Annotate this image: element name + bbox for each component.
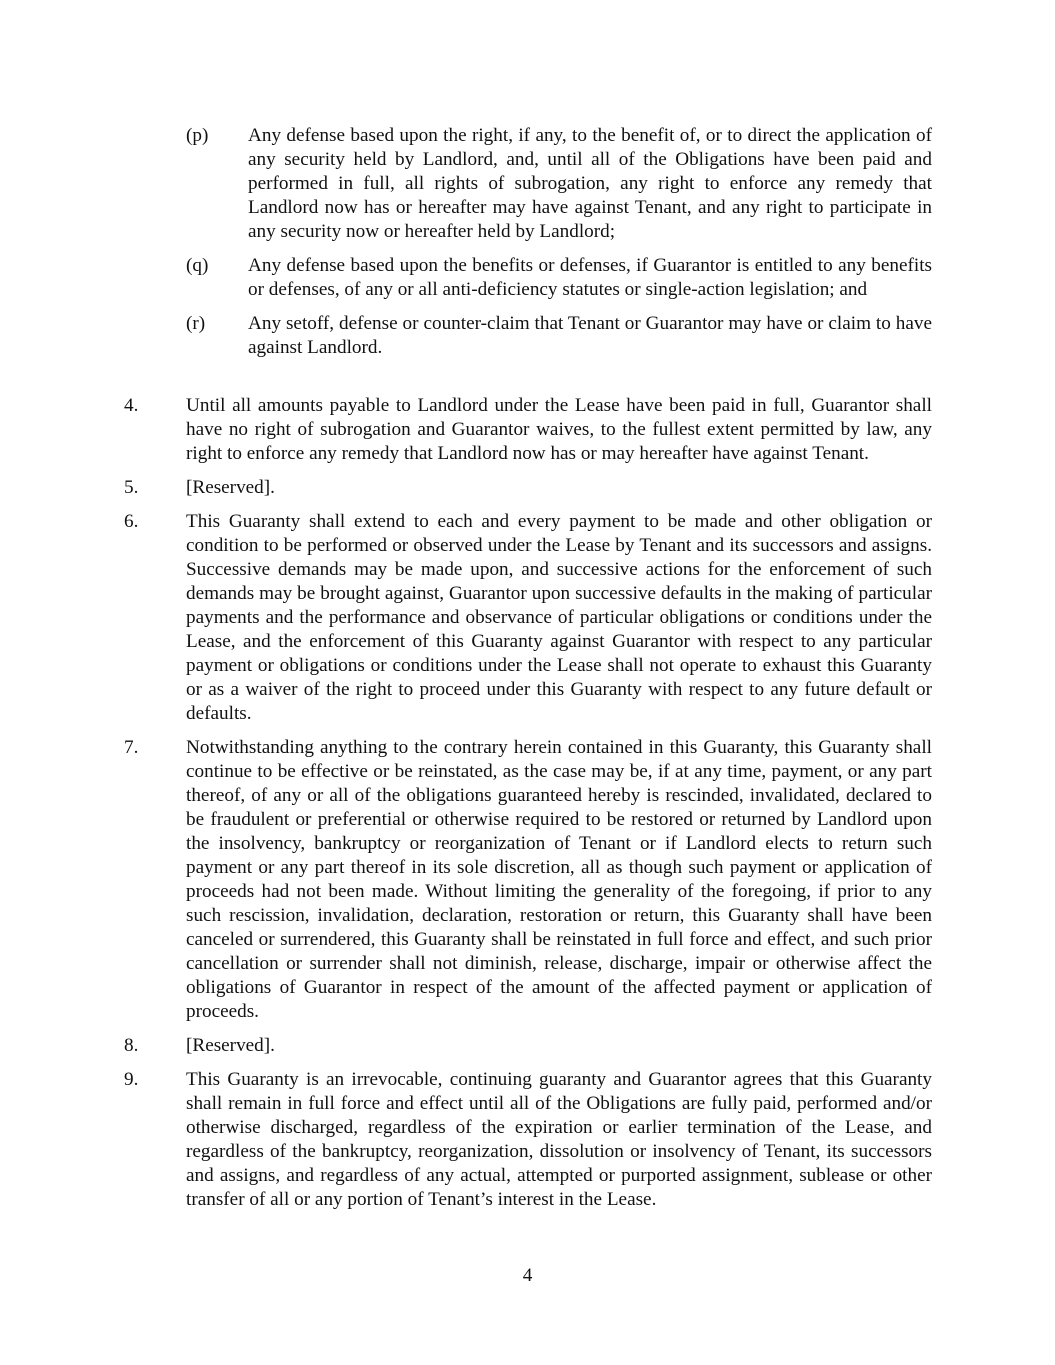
section-number: 8. — [124, 1035, 139, 1056]
section-5 — [124, 476, 932, 500]
sub-clause-text: Any defense based upon the right, if any, to the benefit of, or to direct the application of any security held by Landlord, and, until all of the Obligations have been paid and performed in full, all rights of subrogation, any right to enforce any remedy that Landlord now has or hereafter may have against Tenant, and any right to participate in any security now or hereafter held by Landlord; — [248, 125, 932, 242]
sub-clause-label: (r) — [186, 313, 206, 334]
section-number: 5. — [124, 477, 139, 498]
section-number: 7. — [124, 737, 139, 758]
section-list — [124, 394, 932, 1222]
sub-clause-r — [186, 312, 932, 360]
section-number: 4. — [124, 395, 139, 416]
section-number: 6. — [124, 511, 139, 532]
page-number: 4 — [522, 1265, 533, 1286]
section-text: This Guaranty shall extend to each and every payment to be made and other obligation or condition to be performed or observed under the Lease by Tenant and its successors and assigns. Successive demands may be made upon, and successive actions for the enforcement of such demands may be brought against, Guarantor upon successive defaults in the making of particular payments and the performance and observance of particular obligations or conditions under the Lease, and the enforcement of this Guaranty against Guarantor with respect to any particular payment or obligations or conditions under the Lease shall not operate to exhaust this Guaranty or as a waiver of the right to proceed under this Guaranty with respect to any future default or defaults. — [186, 511, 932, 724]
sub-clause-text: Any defense based upon the benefits or defenses, if Guarantor is entitled to any benefits or defenses, of any or all anti-deficiency statutes or single-action legislation; and — [248, 255, 932, 300]
section-number: 9. — [124, 1069, 139, 1090]
section-6 — [124, 510, 932, 726]
sub-clause-label: (p) — [186, 125, 209, 146]
sub-clause-q — [186, 254, 932, 302]
section-9 — [124, 1068, 932, 1212]
section-text: Until all amounts payable to Landlord under the Lease have been paid in full, Guarantor shall have no right of subrogation and Guarantor waives, to the fullest extent permitted by law, any right to enforce any remedy that Landlord now has or may hereafter have against Tenant. — [186, 395, 932, 464]
section-text: [Reserved]. — [186, 477, 275, 498]
section-7 — [124, 736, 932, 1024]
section-8 — [124, 1034, 932, 1058]
sub-clause-p — [186, 124, 932, 244]
section-4 — [124, 394, 932, 466]
section-text: [Reserved]. — [186, 1035, 275, 1056]
sub-clause-text: Any setoff, defense or counter-claim that Tenant or Guarantor may have or claim to have against Landlord. — [248, 313, 932, 358]
sub-clause-label: (q) — [186, 255, 209, 276]
section-text: Notwithstanding anything to the contrary herein contained in this Guaranty, this Guaranty shall continue to be effective or be reinstated, as the case may be, if at any time, payment, or any part thereof, of any or all of the obligations guaranteed hereby is rescinded, invalidated, declared to be fraudulent or preferential or otherwise required to be restored or returned by Landlord upon the insolvency, bankruptcy or reorganization of Tenant or if Landlord elects to return such payment or any part thereof in its sole discretion, all as though such payment or application of proceeds had not been made. Without limiting the generality of the foregoing, if prior to any such rescission, invalidation, declaration, restoration or return, this Guaranty shall have been canceled or surrendered, this Guaranty shall be reinstated in full force and effect, and such prior cancellation or surrender shall not diminish, release, discharge, impair or otherwise affect the obligations of Guarantor in respect of the amount of the affected payment or application of proceeds. — [186, 737, 932, 1022]
section-text: This Guaranty is an irrevocable, continuing guaranty and Guarantor agrees that this Guaranty shall remain in full force and effect until all of the Obligations are fully paid, performed and/or otherwise discharged, regardless of the expiration or earlier termination of the Lease, and regardless of the bankruptcy, reorganization, dissolution or insolvency of Tenant, its successors and assigns, and regardless of any actual, attempted or purported assignment, sublease or other transfer of all or any portion of Tenant’s interest in the Lease. — [186, 1069, 932, 1210]
sub-clause-list — [186, 124, 932, 370]
